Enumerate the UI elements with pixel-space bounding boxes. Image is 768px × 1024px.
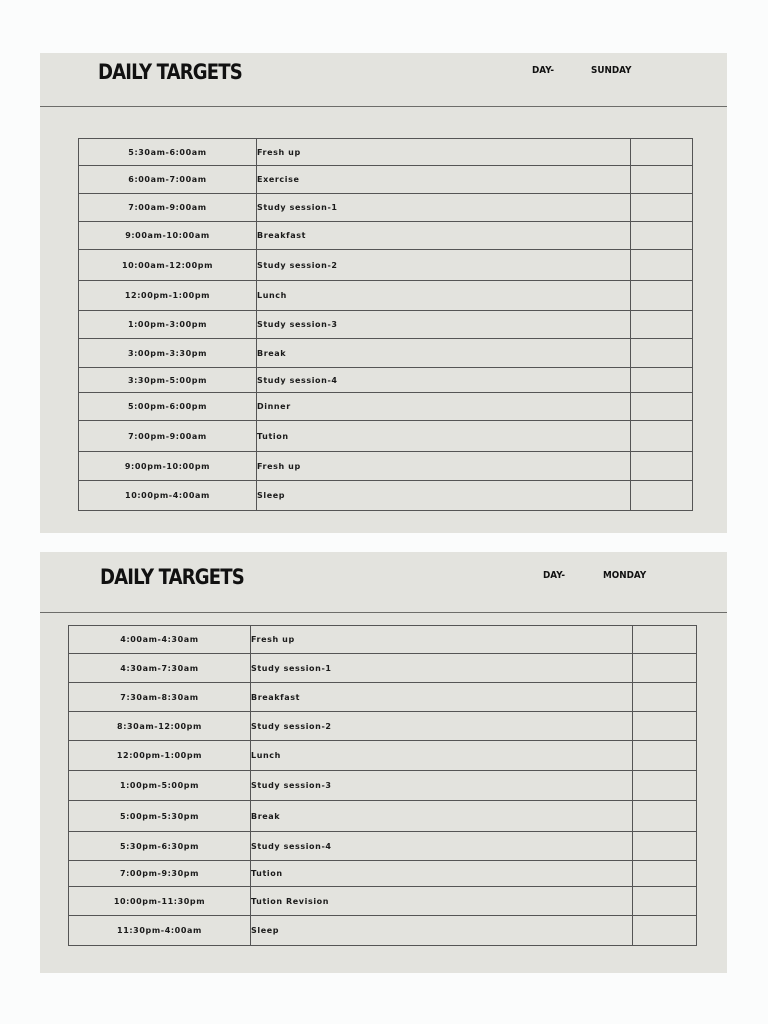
check-cell[interactable] — [631, 311, 693, 339]
task-cell: Study session-1 — [251, 654, 633, 683]
day-value: SUNDAY — [591, 65, 632, 76]
table-row — [69, 741, 697, 771]
time-cell: 12:00pm-1:00pm — [79, 281, 257, 311]
time-cell: 10:00pm-11:30pm — [69, 887, 251, 916]
check-cell[interactable] — [633, 683, 697, 712]
sheet-title: DAILY TARGETS — [100, 565, 244, 589]
task-cell: Fresh up — [257, 452, 631, 481]
task-cell: Fresh up — [251, 626, 633, 654]
daily-targets-sheet-sunday — [40, 53, 727, 533]
check-cell[interactable] — [631, 281, 693, 311]
time-cell: 7:00am-9:00am — [79, 194, 257, 222]
check-cell[interactable] — [633, 832, 697, 861]
table-row — [79, 194, 693, 222]
table-row — [69, 832, 697, 861]
check-cell[interactable] — [633, 741, 697, 771]
check-cell[interactable] — [631, 166, 693, 194]
table-row — [69, 712, 697, 741]
sheet-header — [40, 552, 727, 613]
check-cell[interactable] — [633, 916, 697, 946]
table-row — [79, 452, 693, 481]
task-cell: Sleep — [251, 916, 633, 946]
time-cell: 1:00pm-3:00pm — [79, 311, 257, 339]
task-cell: Lunch — [251, 741, 633, 771]
table-row — [69, 626, 697, 654]
table-row — [69, 683, 697, 712]
task-cell: Study session-2 — [257, 250, 631, 281]
task-cell: Tution — [251, 861, 633, 887]
time-cell: 8:30am-12:00pm — [69, 712, 251, 741]
time-cell: 12:00pm-1:00pm — [69, 741, 251, 771]
task-cell: Break — [257, 339, 631, 368]
task-cell: Breakfast — [251, 683, 633, 712]
table-row — [79, 368, 693, 393]
schedule-table — [78, 138, 693, 511]
table-row — [79, 421, 693, 452]
time-cell: 1:00pm-5:00pm — [69, 771, 251, 801]
table-row — [79, 166, 693, 194]
check-cell[interactable] — [633, 626, 697, 654]
task-cell: Lunch — [257, 281, 631, 311]
task-cell: Exercise — [257, 166, 631, 194]
check-cell[interactable] — [633, 801, 697, 832]
check-cell[interactable] — [631, 368, 693, 393]
time-cell: 7:00pm-9:00am — [79, 421, 257, 452]
day-label: DAY- — [532, 65, 555, 76]
task-cell: Tution — [257, 421, 631, 452]
task-cell: Study session-3 — [257, 311, 631, 339]
day-value: MONDAY — [603, 570, 647, 581]
time-cell: 11:30pm-4:00am — [69, 916, 251, 946]
task-cell: Study session-4 — [251, 832, 633, 861]
task-cell: Study session-1 — [257, 194, 631, 222]
check-cell[interactable] — [633, 771, 697, 801]
task-cell: Sleep — [257, 481, 631, 511]
table-row — [69, 887, 697, 916]
time-cell: 7:30am-8:30am — [69, 683, 251, 712]
check-cell[interactable] — [631, 222, 693, 250]
time-cell: 7:00pm-9:30pm — [69, 861, 251, 887]
check-cell[interactable] — [631, 421, 693, 452]
table-row — [79, 311, 693, 339]
check-cell[interactable] — [631, 139, 693, 166]
time-cell: 10:00pm-4:00am — [79, 481, 257, 511]
time-cell: 10:00am-12:00pm — [79, 250, 257, 281]
table-row — [79, 339, 693, 368]
check-cell[interactable] — [631, 250, 693, 281]
time-cell: 9:00pm-10:00pm — [79, 452, 257, 481]
table-row — [69, 801, 697, 832]
check-cell[interactable] — [631, 194, 693, 222]
sheet-header — [40, 53, 727, 107]
task-cell: Break — [251, 801, 633, 832]
table-row — [69, 771, 697, 801]
check-cell[interactable] — [631, 393, 693, 421]
time-cell: 5:30pm-6:30pm — [69, 832, 251, 861]
time-cell: 6:00am-7:00am — [79, 166, 257, 194]
check-cell[interactable] — [631, 481, 693, 511]
table-row — [79, 281, 693, 311]
sheet-title: DAILY TARGETS — [98, 60, 242, 84]
time-cell: 5:30am-6:00am — [79, 139, 257, 166]
table-row — [69, 654, 697, 683]
task-cell: Tution Revision — [251, 887, 633, 916]
time-cell: 3:00pm-3:30pm — [79, 339, 257, 368]
time-cell: 9:00am-10:00am — [79, 222, 257, 250]
task-cell: Fresh up — [257, 139, 631, 166]
table-row — [69, 861, 697, 887]
task-cell: Dinner — [257, 393, 631, 421]
table-row — [79, 481, 693, 511]
check-cell[interactable] — [633, 654, 697, 683]
schedule-table — [68, 625, 697, 946]
time-cell: 4:00am-4:30am — [69, 626, 251, 654]
task-cell: Breakfast — [257, 222, 631, 250]
table-row — [79, 222, 693, 250]
daily-targets-sheet-monday — [40, 552, 727, 973]
day-label: DAY- — [543, 570, 566, 581]
check-cell[interactable] — [631, 339, 693, 368]
table-row — [79, 250, 693, 281]
time-cell: 5:00pm-5:30pm — [69, 801, 251, 832]
time-cell: 5:00pm-6:00pm — [79, 393, 257, 421]
table-row — [79, 139, 693, 166]
check-cell[interactable] — [633, 712, 697, 741]
task-cell: Study session-4 — [257, 368, 631, 393]
check-cell[interactable] — [633, 861, 697, 887]
time-cell: 3:30pm-5:00pm — [79, 368, 257, 393]
check-cell[interactable] — [633, 887, 697, 916]
check-cell[interactable] — [631, 452, 693, 481]
task-cell: Study session-3 — [251, 771, 633, 801]
time-cell: 4:30am-7:30am — [69, 654, 251, 683]
task-cell: Study session-2 — [251, 712, 633, 741]
table-row — [79, 393, 693, 421]
table-row — [69, 916, 697, 946]
